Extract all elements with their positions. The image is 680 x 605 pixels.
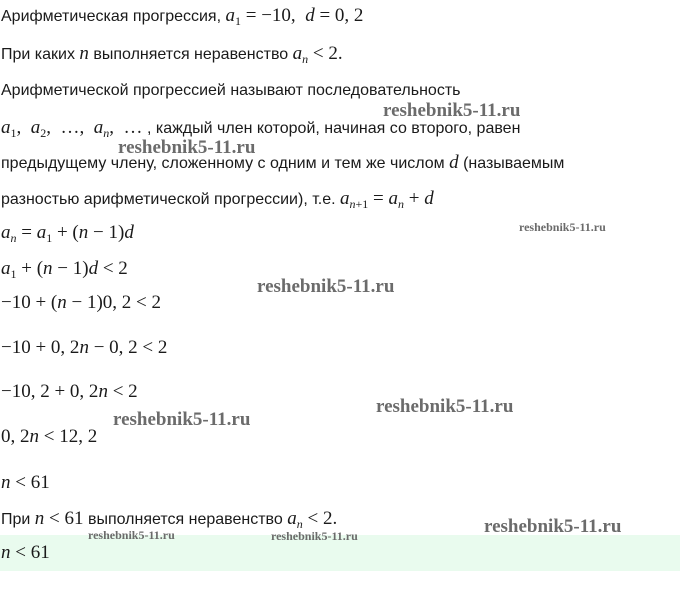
conclusion: При n < 61 выполняется неравенство $a_n < 2$. — [1, 508, 338, 531]
definition-line-4: разностью арифметической прогрессии), т.е. $a_{n+1} = a_n + d$ — [1, 188, 434, 211]
answer-text: n < 61 — [1, 542, 50, 563]
definition-line-2: $a_1$, $a_2$, …, $a_n$, … , каждый член которой, начиная со второго, равен — [1, 117, 521, 140]
definition-line-1: Арифметической прогрессией называют последовательность — [1, 82, 461, 99]
definition-line-3: предыдущему члену, сложенному с одним и тем же числом d (называемым — [1, 152, 565, 173]
definition-line-2-text: , каждый член которой, начиная со второго, равен — [146, 120, 521, 137]
step-3-substitute: −10 + (n − 1)0, 2 < 2 — [1, 292, 162, 313]
problem-title — [1, 5, 363, 32]
step-2-inequality: $a_1 + (n - 1)d < 2$ — [1, 258, 128, 281]
question-mid: выполняется неравенство — [93, 46, 289, 63]
watermark: reshebnik5-11.ru — [113, 409, 251, 430]
question-prefix: При каких — [1, 46, 75, 63]
watermark: reshebnik5-11.ru — [519, 220, 606, 234]
step-4-expand: −10 + 0, 2n − 0, 2 < 2 — [1, 337, 168, 358]
step-6-isolate: 0, 2n < 12, 2 — [1, 426, 98, 447]
conclusion-prefix: При — [1, 511, 31, 528]
title-math: $a_1 = -10$, d = 0, 2 — [225, 5, 364, 28]
watermark: reshebnik5-11.ru — [118, 137, 256, 158]
title-text: Арифметическая прогрессия, — [1, 8, 222, 25]
definition-line-4-text: разностью арифметической прогрессии), т.е. — [1, 191, 336, 208]
watermark: reshebnik5-11.ru — [257, 276, 395, 297]
watermark: reshebnik5-11.ru — [88, 528, 175, 542]
watermark: reshebnik5-11.ru — [383, 100, 521, 121]
step-5-simplify: −10, 2 + 0, 2n < 2 — [1, 381, 138, 402]
definition-line-3-tail: (называемым — [463, 155, 565, 172]
watermark: reshebnik5-11.ru — [484, 516, 622, 537]
step-1-formula: $a_n = a_1 + (n - 1)d$ — [1, 222, 134, 245]
definition-line-3-text: предыдущему члену, сложенному с одним и тем же числом — [1, 155, 445, 172]
watermark: reshebnik5-11.ru — [376, 396, 514, 417]
step-7-result: n < 61 — [1, 472, 50, 493]
conclusion-mid: выполняется неравенство — [87, 511, 283, 528]
problem-question: При каких n выполняется неравенство $a_n < 2$. — [1, 43, 343, 66]
watermark: reshebnik5-11.ru — [271, 529, 358, 543]
